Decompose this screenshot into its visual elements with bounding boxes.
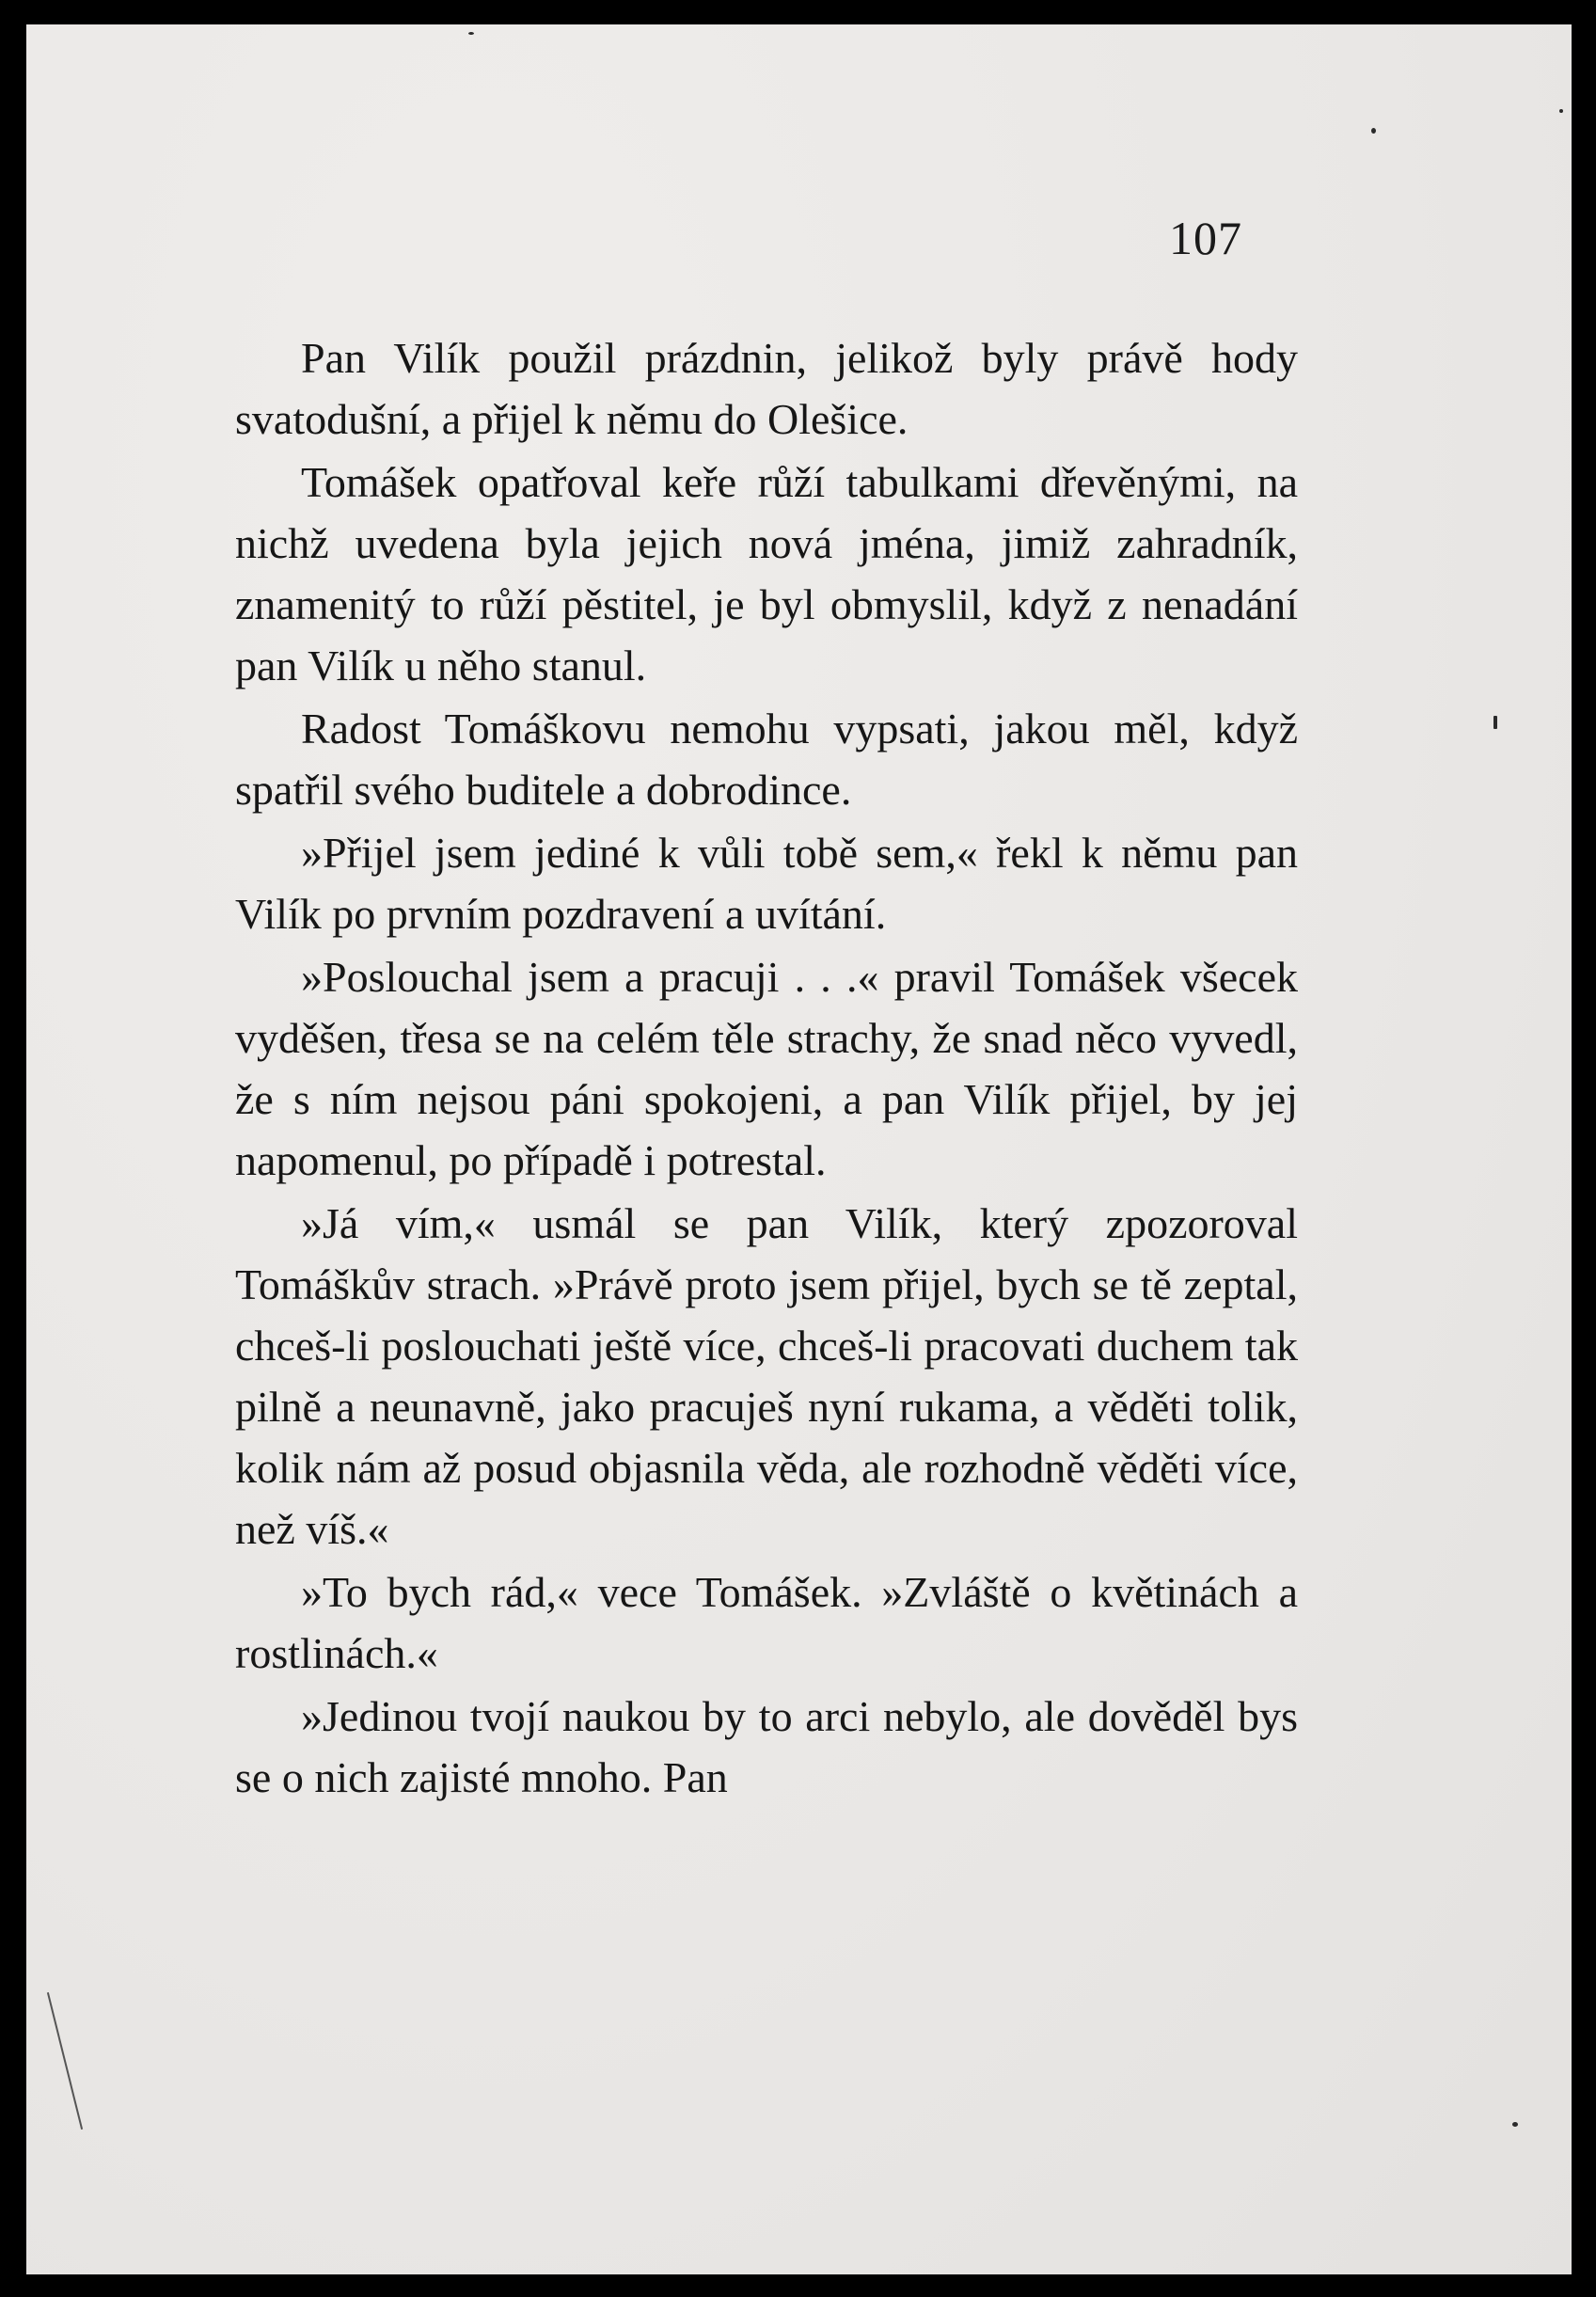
paragraph: »To bych rád,« vece Tomášek. »Zvláště o květinách a rostlinách.«	[235, 1568, 1298, 1677]
paragraph: Tomášek opatřoval keře růží tabulkami dřevěnými, na nichž uvedena byla jejich nová jména, jimiž zahradník, znamenitý to růží pěstitel, je byl obmyslil, když z nenadání pan Vilík u něho stanul.	[235, 458, 1298, 689]
paragraph: »Poslouchal jsem a pracuji . . .« pravil Tomášek všecek vyděšen, třesa se na celém těle strachy, že snad něco vyvedl, že s ním nejsou páni spokojeni, a pan Vilík přijel, by jej napomenul, po případě i potrestal.	[235, 953, 1298, 1184]
scan-scratch	[47, 1992, 83, 2130]
paragraph: »Přijel jsem jediné k vůli tobě sem,« řekl k němu pan Vilík po prvním pozdravení a uvítání.	[235, 829, 1298, 938]
book-page	[26, 24, 1572, 2274]
scan-speck	[1559, 109, 1563, 113]
scan-speck	[468, 32, 474, 35]
paragraph: Radost Tomáškovu nemohu vypsati, jakou měl, když spatřil svého buditele a dobrodince.	[235, 705, 1298, 814]
page-number: 107	[1169, 212, 1242, 264]
scan-speck	[1371, 128, 1376, 134]
paragraph: Pan Vilík použil prázdnin, jelikož byly právě hody svatodušní, a přijel k němu do Olešice.	[235, 334, 1298, 443]
scan-speck	[1493, 716, 1497, 729]
paragraph: »Já vím,« usmál se pan Vilík, který zpozoroval Tomáškův strach. »Právě proto jsem přijel, bych se tě zeptal, chceš-li poslouchati ještě více, chceš-li pracovati duchem tak pilně a neunavně, jako pracuješ nyní rukama, a věděti tolik, kolik nám až posud objasnila věda, ale rozhodně věděti více, než víš.«	[235, 1199, 1298, 1553]
scan-speck	[1512, 2122, 1518, 2127]
body-text	[235, 327, 1298, 1810]
paragraph: »Jedinou tvojí naukou by to arci nebylo, ale dověděl bys se o nich zajisté mnoho. Pan	[235, 1692, 1298, 1801]
